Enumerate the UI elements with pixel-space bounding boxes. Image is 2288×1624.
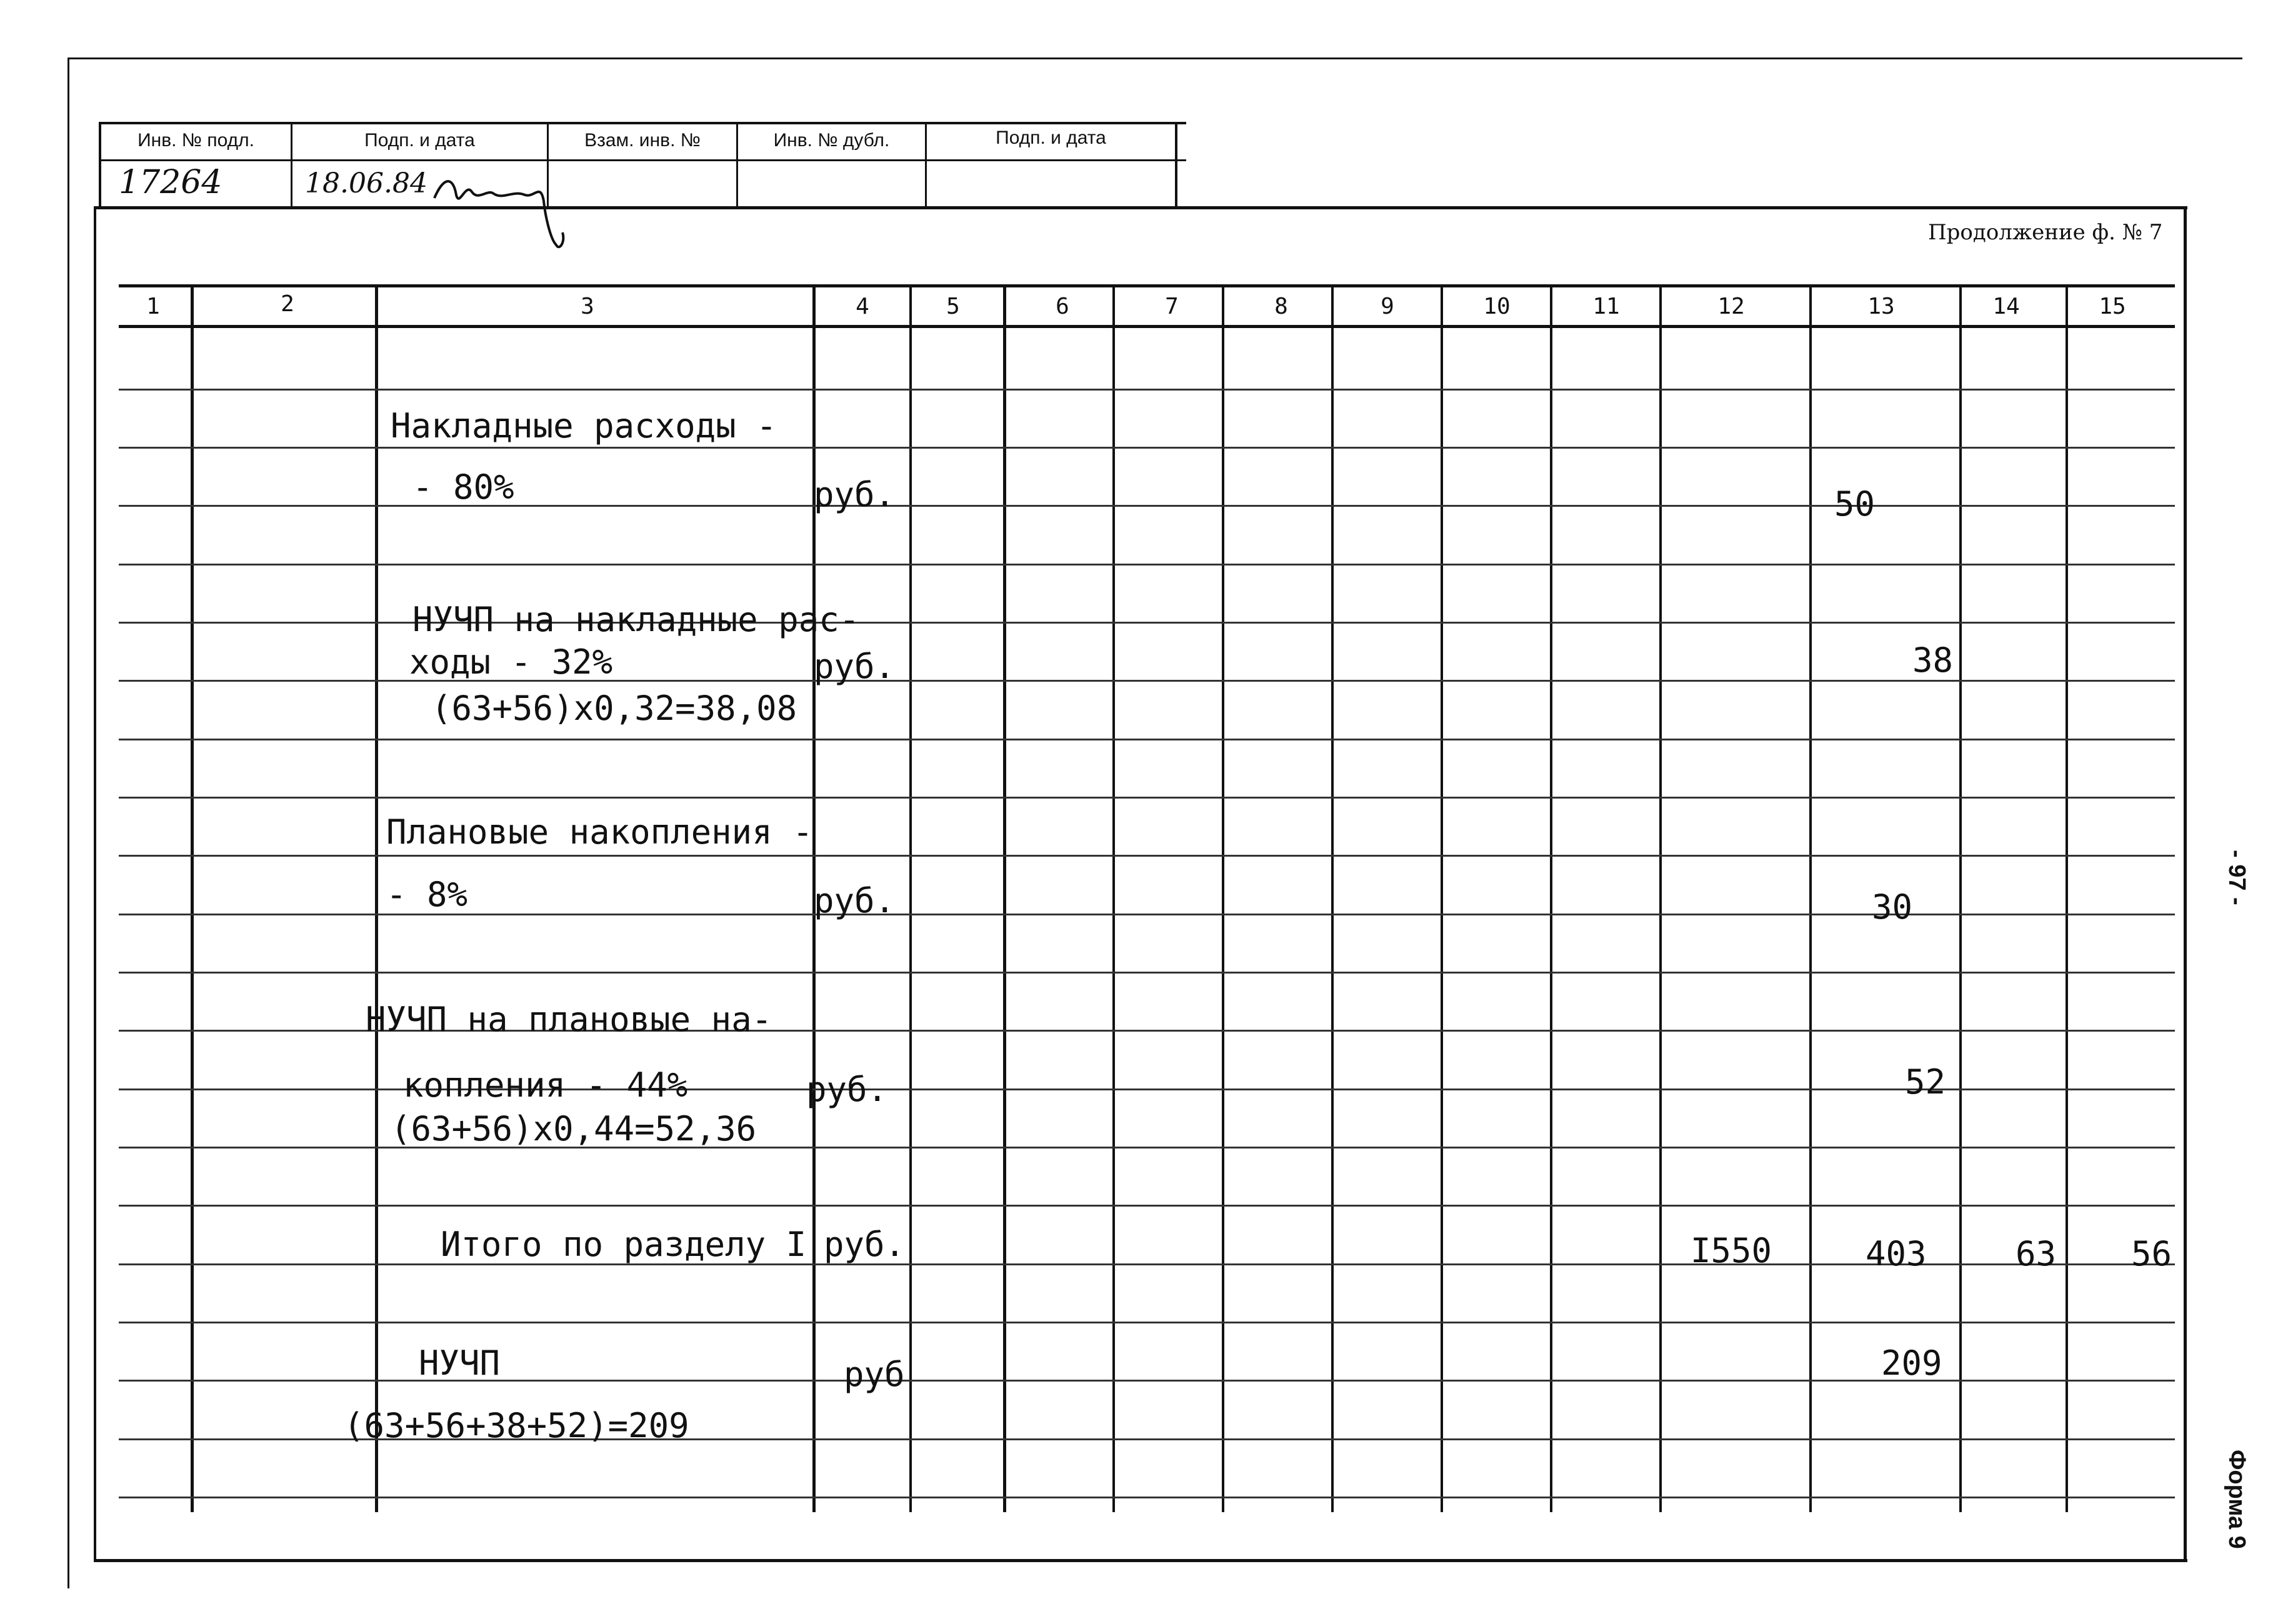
col-num-14: 14 [1992, 294, 2020, 319]
col-num-1: 1 [146, 294, 160, 319]
col-num-5: 5 [946, 294, 960, 319]
planned-label-line2: - 8% [386, 875, 468, 914]
stamp-signature-date: 18.06.84 [305, 167, 427, 199]
total-col14: 63 [2016, 1234, 2057, 1273]
col-num-10: 10 [1483, 294, 1511, 319]
nuchp-planned-col13: 52 [1905, 1062, 1946, 1102]
total-col13: 403 [1866, 1234, 1927, 1273]
nuchp-calc: (63+56+38+52)=209 [344, 1406, 689, 1445]
col-num-12: 12 [1717, 294, 1745, 319]
stamp-header-inv-dubl: Инв. № дубл. [773, 130, 890, 151]
col-num-8: 8 [1274, 294, 1288, 319]
planned-label-line1: Плановые накопления - [386, 812, 813, 852]
nuchp-overhead-unit: руб. [814, 647, 896, 686]
nuchp-overhead-calc: (63+56)x0,32=38,08 [431, 689, 797, 728]
total-unit: руб. [824, 1225, 906, 1264]
col-num-3: 3 [581, 294, 594, 319]
nuchp-planned-calc: (63+56)x0,44=52,36 [391, 1109, 757, 1148]
nuchp-overhead-line2: ходы - 32% [409, 642, 613, 682]
nuchp-overhead-col13: 38 [1912, 640, 1954, 680]
table-top-border [94, 206, 2187, 209]
nuchp-label: НУЧП [419, 1343, 501, 1383]
total-col12: I550 [1691, 1231, 1772, 1270]
total-col15: 56 [2131, 1234, 2172, 1273]
col-num-9: 9 [1381, 294, 1394, 319]
col-num-11: 11 [1592, 294, 1620, 319]
overhead-col13: 50 [1834, 484, 1876, 524]
table-bottom-border [94, 1559, 2187, 1562]
continuation-label: Продолжение ф. № 7 [1928, 220, 2163, 245]
total-label: Итого по разделу I [441, 1225, 807, 1264]
sheet-top-border [67, 57, 2242, 59]
nuchp-planned-line1: НУЧП на плановые на- [366, 1000, 772, 1039]
table-right-border [2184, 206, 2187, 1562]
nuchp-planned-unit: руб. [806, 1070, 888, 1109]
col-num-15: 15 [2099, 294, 2126, 319]
sheet-left-border [67, 57, 69, 1588]
side-form-label: Форма 9 [2224, 1450, 2250, 1549]
col-num-2: 2 [281, 291, 294, 317]
col-num-6: 6 [1056, 294, 1069, 319]
planned-unit: руб. [814, 881, 896, 920]
nuchp-overhead-line1: НУЧП на накладные рас- [412, 600, 860, 639]
overhead-label-line2: - 80% [412, 467, 514, 507]
side-page-number: - 97 - [2224, 850, 2250, 905]
stamp-header-vzam-inv: Взам. инв. № [584, 130, 701, 151]
nuchp-unit: руб [844, 1355, 905, 1394]
stamp-inventory-number: 17264 [119, 164, 222, 201]
stamp-header-inv-podl: Инв. № подл. [137, 130, 254, 151]
col-num-7: 7 [1165, 294, 1179, 319]
stamp-header-podp-data: Подп. и дата [364, 130, 475, 151]
nuchp-col13: 209 [1881, 1343, 1942, 1383]
planned-col13: 30 [1872, 887, 1913, 927]
overhead-label-line1: Накладные расходы - [391, 406, 777, 446]
table-left-border [94, 206, 96, 1562]
stamp-header-podp-data-2: Подп. и дата [996, 127, 1106, 148]
col-num-4: 4 [856, 294, 869, 319]
nuchp-planned-line2: копления - 44% [403, 1065, 688, 1105]
signature-scribble-icon [431, 164, 619, 257]
overhead-unit: руб. [814, 475, 896, 514]
col-num-13: 13 [1867, 294, 1895, 319]
